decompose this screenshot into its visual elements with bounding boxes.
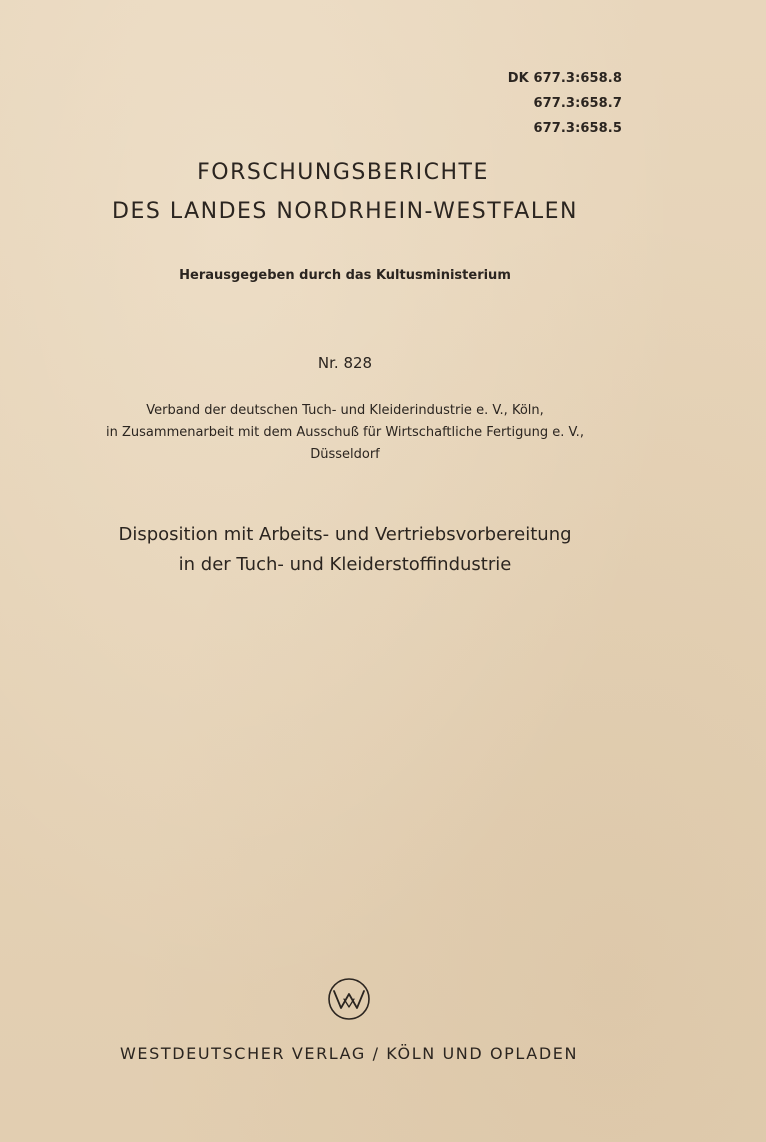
series-title-line1: FORSCHUNGSBERICHTE	[197, 160, 489, 185]
editor-line: Herausgegeben durch das Kultusministerium	[179, 268, 511, 283]
authors-block	[0, 400, 690, 466]
publisher-name: WESTDEUTSCHER VERLAG / KÖLN UND OPLADEN	[119, 1044, 579, 1063]
classification-code: DK 677.3:658.8	[507, 71, 622, 86]
author-line: in Zusammenarbeit mit dem Ausschuß für Wirtschaftliche Fertigung e. V.,	[106, 425, 584, 440]
work-title-line: in der Tuch- und Kleiderstoffindustrie	[178, 554, 512, 575]
classification-code: 677.3:658.5	[533, 121, 622, 136]
author-line: Verband der deutschen Tuch- und Kleiderindustrie e. V., Köln,	[146, 403, 544, 418]
author-line: Düsseldorf	[310, 447, 380, 462]
issue-number: Nr. 828	[317, 354, 373, 372]
classification-codes	[508, 66, 622, 141]
classification-code: 677.3:658.7	[533, 96, 622, 111]
work-title	[0, 520, 690, 580]
westdeutscher-verlag-logo-icon	[327, 977, 371, 1021]
series-title-line2: DES LANDES NORDRHEIN-WESTFALEN	[112, 199, 578, 224]
work-title-line: Disposition mit Arbeits- und Vertriebsvorbereitung	[118, 524, 572, 545]
